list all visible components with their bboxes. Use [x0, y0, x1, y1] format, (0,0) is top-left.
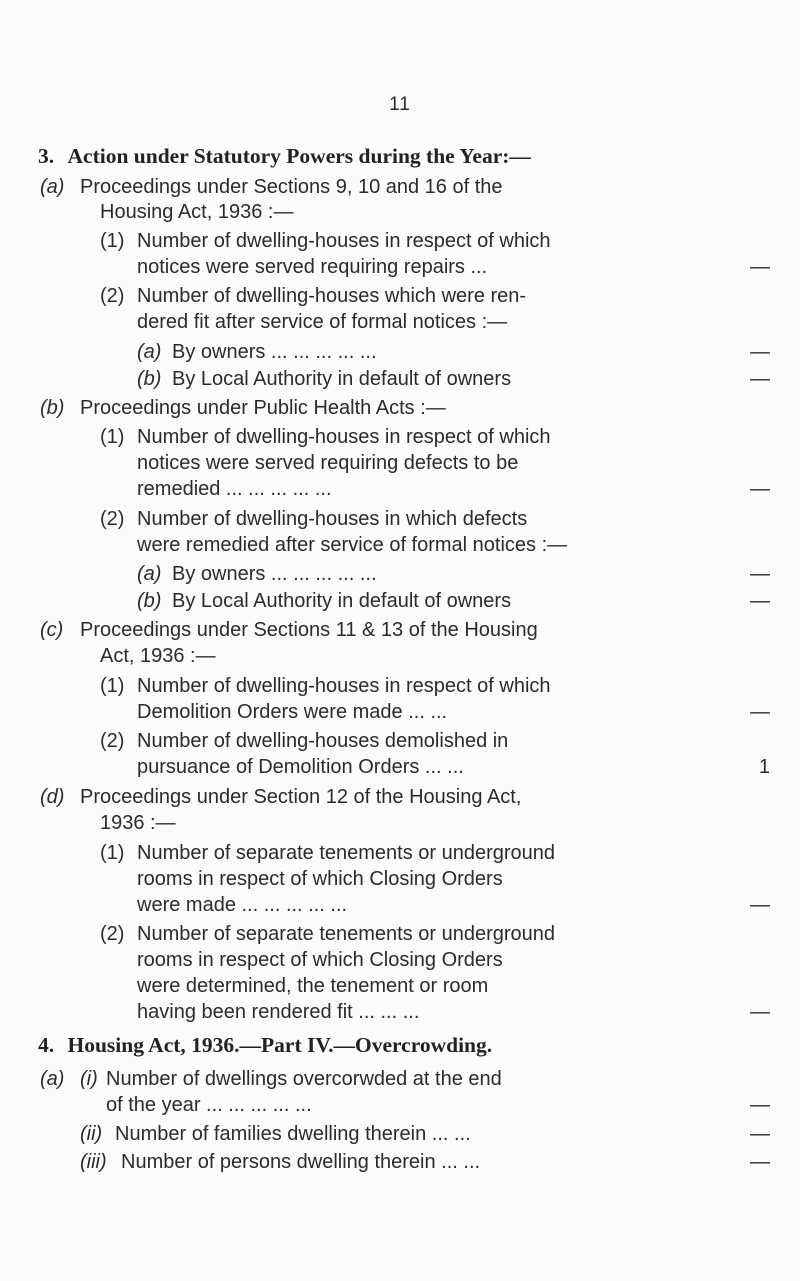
- item-text: notices were served requiring repairs ...: [137, 256, 488, 278]
- item-value: —: [750, 590, 770, 612]
- subsection-text: Proceedings under Sections 9, 10 and 16 of the: [80, 176, 503, 198]
- item-text: Number of separate tenements or underground: [137, 923, 556, 945]
- item-value: —: [750, 1094, 770, 1116]
- item-value: —: [750, 563, 770, 585]
- item-value: —: [750, 478, 770, 500]
- item-value: —: [750, 894, 770, 916]
- item-value: —: [750, 701, 770, 723]
- subsection-text: Proceedings under Section 12 of the Housing Act,: [80, 786, 522, 808]
- section-4-heading: [38, 1033, 492, 1058]
- subsection-label: (b): [40, 397, 65, 419]
- item-value: —: [750, 368, 770, 390]
- item-value: —: [750, 1001, 770, 1023]
- item-value: —: [750, 1151, 770, 1173]
- section-3-heading: [38, 144, 531, 169]
- item-text: rooms in respect of which Closing Orders: [137, 868, 503, 890]
- item-text: were determined, the tenement or room: [137, 975, 489, 997]
- item-label: (1): [100, 675, 125, 697]
- item-text: notices were served requiring defects to be: [137, 452, 519, 474]
- item-text: Number of dwelling-houses which were ren-: [137, 285, 527, 307]
- item-value: 1: [758, 756, 770, 778]
- item-text: Number of persons dwelling therein ... ...: [121, 1151, 481, 1173]
- item-text: Number of dwellings overcorwded at the end: [106, 1068, 502, 1090]
- subitem-text: By owners ... ... ... ... ...: [172, 563, 377, 585]
- item-label: (1): [100, 230, 125, 252]
- item-label: (2): [100, 508, 125, 530]
- item-label: (2): [100, 923, 125, 945]
- subitem-label: (b): [137, 368, 162, 390]
- subsection-label: (a): [40, 1068, 65, 1090]
- section-title: Action under Statutory Powers during the Year:—: [67, 144, 531, 168]
- item-text: Number of separate tenements or underground: [137, 842, 556, 864]
- item-value: —: [750, 256, 770, 278]
- item-label: (1): [100, 842, 125, 864]
- item-text: Number of dwelling-houses in respect of which: [137, 426, 551, 448]
- section-number: 4.: [38, 1033, 55, 1057]
- section-number: 3.: [38, 144, 55, 168]
- item-label: (2): [100, 730, 125, 752]
- subsection-text: Proceedings under Sections 11 & 13 of the Housing: [80, 619, 538, 641]
- subsection-text: Proceedings under Public Health Acts :—: [80, 397, 446, 419]
- item-value: —: [750, 341, 770, 363]
- subitem-label: (a): [137, 563, 162, 585]
- item-text: Number of dwelling-houses demolished in: [137, 730, 509, 752]
- subsection-text: Housing Act, 1936 :—: [100, 201, 294, 223]
- item-text: Number of dwelling-houses in which defects: [137, 508, 528, 530]
- item-text: remedied ... ... ... ... ...: [137, 478, 332, 500]
- section-title: Housing Act, 1936.—Part IV.—Overcrowding.: [67, 1033, 493, 1057]
- subitem-label: (a): [137, 341, 162, 363]
- item-text: rooms in respect of which Closing Orders: [137, 949, 503, 971]
- subitem-text: By Local Authority in default of owners: [172, 590, 512, 612]
- subsection-text: Act, 1936 :—: [100, 645, 216, 667]
- subsection-label: (d): [40, 786, 65, 808]
- item-label: (1): [100, 426, 125, 448]
- item-text: Number of dwelling-houses in respect of which: [137, 230, 551, 252]
- subsection-label: (a): [40, 176, 65, 198]
- subitem-text: By Local Authority in default of owners: [172, 368, 512, 390]
- item-label: (iii): [80, 1151, 107, 1173]
- item-text: pursuance of Demolition Orders ... ...: [137, 756, 464, 778]
- subsection-label: (c): [40, 619, 64, 641]
- subsection-text: 1936 :—: [100, 812, 176, 834]
- item-label: (2): [100, 285, 125, 307]
- item-text: Number of dwelling-houses in respect of which: [137, 675, 551, 697]
- item-label: (i): [80, 1068, 98, 1090]
- item-text: having been rendered fit ... ... ...: [137, 1001, 420, 1023]
- item-value: —: [750, 1123, 770, 1145]
- item-text: were remedied after service of formal notices :—: [137, 534, 568, 556]
- item-text: were made ... ... ... ... ...: [137, 894, 348, 916]
- subitem-label: (b): [137, 590, 162, 612]
- item-text: Number of families dwelling therein ... ...: [115, 1123, 471, 1145]
- item-label: (ii): [80, 1123, 103, 1145]
- page-number: 11: [389, 94, 411, 115]
- item-text: of the year ... ... ... ... ...: [106, 1094, 312, 1116]
- subitem-text: By owners ... ... ... ... ...: [172, 341, 377, 363]
- item-text: dered fit after service of formal notices :—: [137, 311, 508, 333]
- item-text: Demolition Orders were made ... ...: [137, 701, 448, 723]
